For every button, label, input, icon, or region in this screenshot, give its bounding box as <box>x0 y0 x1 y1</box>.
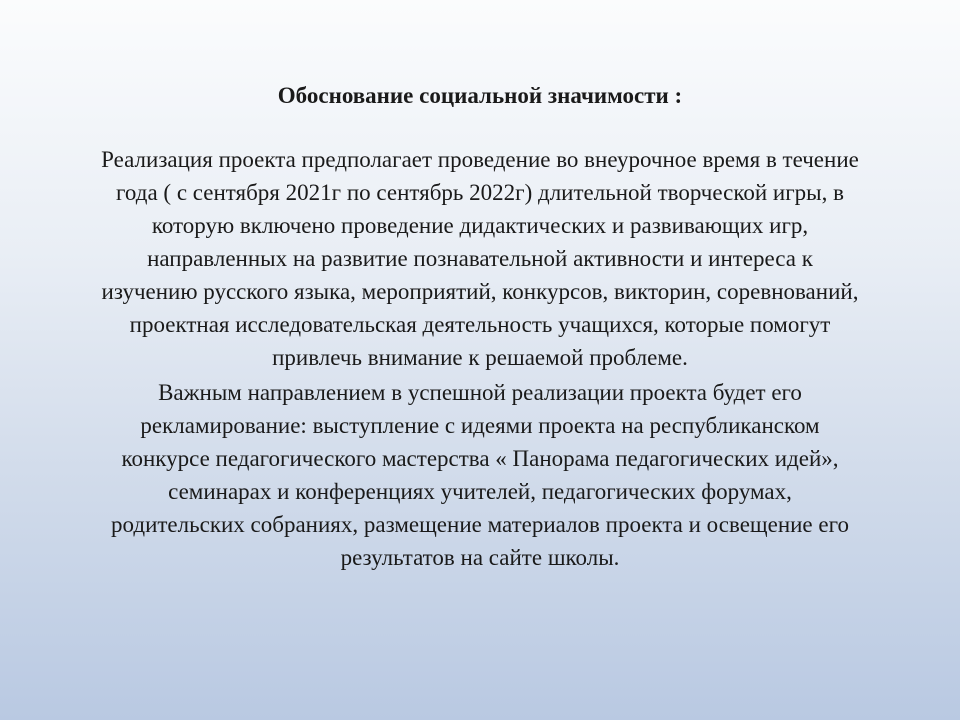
slide-title: Обоснование социальной значимости : <box>277 83 683 108</box>
slide-body <box>20 143 940 574</box>
paragraph-implementation: Реализация проекта предполагает проведение во внеурочное время в течение года ( с сентября 2021г по сентябрь 2022г) длительной творческой игры, в которую включено проведение дидактических и развивающих игр, направленных на развитие познавательной активности и интереса к изучению русского языка, мероприятий, конкурсов, викторин, соревнований, проектная исследовательская деятельность учащихся, которые помогут привлечь внимание к решаемой проблеме. <box>101 147 859 370</box>
paragraph-promotion: Важным направлением в успешной реализации проекта будет его рекламирование: выступление с идеями проекта на республиканском конкурсе педагогического мастерства « Панорама педагогических идей», семинарах и конференциях учителей, педагогических форумах, родительских собраниях, размещение материалов проекта и освещение его результатов на сайте школы. <box>111 380 849 570</box>
